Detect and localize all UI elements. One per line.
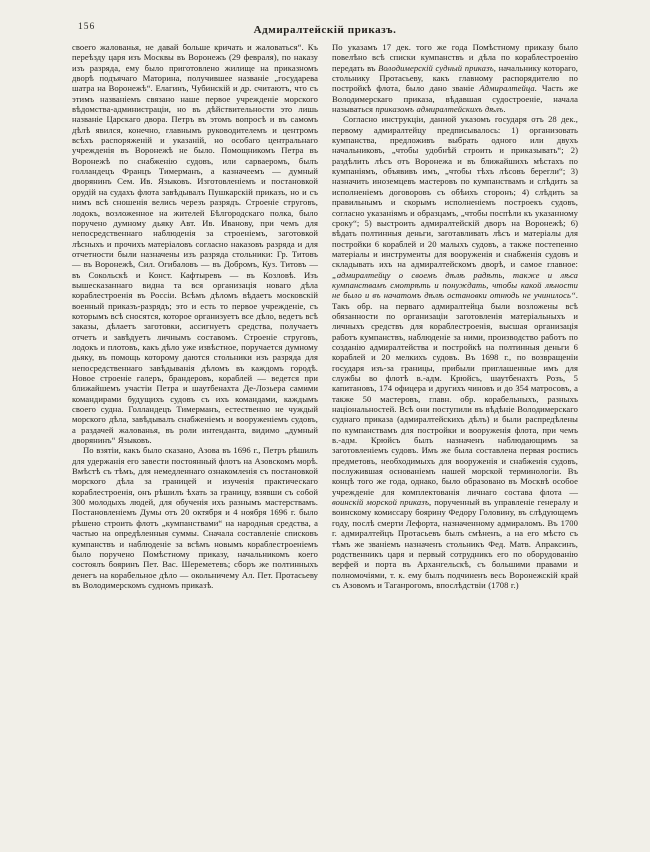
paragraph: По взятіи, какъ было сказано, Азова въ 1696 г., Петръ рѣшилъ для удержанія его завести постоянный флотъ на Азовскомъ морѣ. Вмѣстѣ съ тѣмъ, для немедленнаго ознакомленія съ постановкой морского дѣла за границей и изученія практическаго кораблестроенія, онъ рѣшилъ ѣхать за границу, взявши съ собой 300 молодыхъ людей, для обученія ихъ разнымъ мастерствамъ. Постановленіемъ Думы отъ 20 октября и 4 ноября 1696 г. было рѣшено строить флотъ „кумпанствами“ на народныя средства, а частью на опредѣленныя суммы. Сначала составленіе списковъ кумпанствъ и наблюденіе за всѣмъ новымъ кораблестроеніемъ было поручено Помѣстному приказу, начальникомъ коего состоялъ бояринъ Пет. Вас. Шереметевъ; сборъ же полтинныхъ денегъ на корабельное дѣло — окольничему Ал. Пет. Протасьеву въ Володимерскомъ судномъ приказѣ.	[72, 445, 318, 590]
text-column-left	[72, 42, 318, 590]
text-column-right	[332, 42, 578, 590]
page-number: 156	[78, 22, 96, 32]
page-header	[72, 20, 578, 36]
paragraph: Согласно инструкціи, данной указомъ государя отъ 28 дек., первому адмиралтейцу предписывалось: 1) организовать кумпанства, предложивъ выбрать одного или двухъ начальниковъ, „чтобы удобнѣй строить и приказывать“; 2) раздѣлить лѣсъ отъ Воронежа и въ ближайшихъ мѣстахъ по кумпаніямъ, объявивъ имъ, „чтобы тѣхъ лѣсовъ берегли“; 3) назначить иноземцевъ мастеровъ по кумпанствамъ и слѣдить за исполненіемъ договоровъ съ обѣихъ сторонъ; 4) слѣдить за правильнымъ и скорымъ исполненіемъ построекъ судовъ, согласно указаніямъ и образцамъ, „чтобы поспѣли къ указанному сроку“; 5) выстроить адмиралтейскій дворъ на Воронежѣ; 6) вѣдать полтинныя деньги, заготавливать лѣсъ и матеріалы для постройки 6 кораблей и 20 малыхъ судовъ, а также постепенно матеріалы и инструменты для вооруженія и снабженія судовъ и складывать ихъ на адмиралтейскомъ дворѣ, и самое главное: „адмиралтейцу о своемъ дѣлѣ радѣть, также и лѣса кумпанствамъ смотрѣть и понуждать, чтобы какой лѣности не было и въ начатомъ дѣлѣ остановки отнюдь не учинилось“. Такъ обр. на перваго адмиралтейца были возложены всѣ обязанности по организаціи заготовленія матеріальныхъ и личныхъ средствъ для кораблестроенія, высшая организація работъ кумпанствъ, наблюденіе за ними, производство работъ по созданію адмиралтейства и постройкѣ на полтинныя деньги 6 кораблей и 20 мелкихъ судовъ. Въ 1698 г., по возвращеніи государя изъ-за границы, прибыли приглашенные имъ для службы во флотѣ в.-адм. Крюйсъ, шаутбенахтъ Розъ, 5 капитановъ, 174 офицера и другихъ чиновъ и до 354 матросовъ, а также 50 мастеровъ, главн. обр. корабельныхъ, разныхъ національностей. Всѣ они поступили въ вѣдѣніе Володимерскаго суднаго приказа (адмиралтейскихъ дѣлъ) и были распредѣлены по кумпанствамъ для постройки и вооруженія флота, при чемъ в.-адм. Крюйсъ былъ назначенъ наблюдающимъ за заготовленіемъ судовъ. Имъ же была составлена первая роспись предметовъ, необходимыхъ для вооруженія и снабженія судовъ, послужившая основаніемъ нашей морской терминологіи. Въ концѣ того же года, однако, было образовано въ Москвѣ особое учрежденіе для комплектованія личнаго состава флота — воинскій морской приказъ, порученный въ управленіе генералу и воинскому комиссару боярину Федору Головину, въ слѣдующемъ году, послѣ смерти Лефорта, назначенному адмираломъ. Въ 1700 г. адмиралтейцъ Протасьевъ былъ смѣненъ, а на его мѣсто съ тѣмъ же званіемъ назначенъ стольникъ Фед. Матв. Апраксинъ, родственникъ царя и первый сотрудникъ его по оборудованію верфей и порта въ Архангельскѣ, съ большими правами и полномочіями, т. к. ему былъ подчиненъ весь Воронежскій край съ Азовомъ и Таганрогомъ, впослѣдствіи (1708 г.)	[332, 114, 578, 590]
text-columns	[72, 42, 578, 590]
paragraph: По указамъ 17 дек. того же года Помѣстному приказу было повелѣно всѣ списки кумпанствъ и дѣла по кораблестроенію передать въ Володимерскій судный приказъ, начальнику котораго, стольнику Протасьеву, какъ главному распорядителю по постройкѣ флота, было дано званіе Адмиралтейца. Часть же Володимерскаго приказа, вѣдавшая судостроеніе, начала называться приказомъ адмиралтейскихъ дѣлъ.	[332, 42, 578, 115]
paragraph: своего жалованья, не давай больше кричать и жаловаться“. Къ переѣзду царя изъ Москвы въ Воронежъ (29 февраля), по наказу изъ разряда, ему было приготовлено жилище на приказномъ дворѣ подъячаго Маторина, получившее названіе „государева шатра на Воронежѣ“. Елагинъ, Чубинскій и др. считаютъ, что съ этимъ названіемъ связано наше первое учрежденіе морского вѣдомства-администраціи, но въ дѣйствительности это лишь названіе Царскаго двора. Петръ въ этомъ вопросѣ и въ самомъ дѣлѣ явился, конечно, главнымъ руководителемъ и центромъ всѣхъ распоряженій и указаній, но особаго центральнаго учрежденія въ Воронежѣ не было. Помощникомъ Петра въ Воронежѣ по снабженію судовъ, или сарваеромъ, былъ голландецъ Францъ Тимерманъ, а казначеемъ — думный дворянинъ Сем. Ив. Языковъ. Изготовленіемъ и постановкой орудій на судахъ флота завѣдывалъ Пушкарскій приказъ, но и съ нимъ всѣ сношенія велись черезъ разрядъ. Строеніе струговъ, лодокъ, возложенное на жителей Бѣлгородскаго полка, было поручено думному дьяку Авт. Ив. Иванову, при чемъ для непосредственнаго наблюденія за строеніемъ, заготовкой лѣсныхъ и прочихъ матеріаловъ согласно наказовъ разряда и для отчетности были назначены изъ разряда стольники: Гр. Титовъ — въ Воронежѣ, Сил. Огибаловъ — въ Добромъ, Куз. Титовъ — въ Сокольскѣ и Конст. Кафтыревъ — въ Козловѣ. Изъ вышесказаннаго видна та вся организація новаго дѣла кораблестроенія въ Россіи. Всѣмъ дѣломъ вѣдаетъ московскій военный приказъ-разрядъ; это и есть то первое учрежденіе, съ которымъ всѣ сносятся, которое организуетъ все дѣло, ведетъ всѣ заказы, дѣлаетъ заготовки, ассигнуетъ средства, получаетъ отчетъ и завѣдуетъ личнымъ составомъ. Строеніе струговъ, лодокъ и плотовъ, какъ дѣло уже извѣстное, поручается думному дьяку, въ помощь которому даются стольники изъ разряда для непосредственнаго завѣдыванія дѣломъ въ каждомъ городѣ. Новое строеніе галеръ, брандеровъ, кораблей — ведется при ближайшемъ участіи Петра и шаутбенахта Де-Лозьера самими командирами будущихъ судовъ съ ихъ командами, каждымъ своего судна. Голландецъ Тимерманъ, естественно не чуждый морского дѣла, завѣдывалъ снабженіемъ и вооруженіемъ судовъ, а раздачей жалованья, въ роли интенданта, видимо „думный дворянинъ“ Языковъ.	[72, 42, 318, 446]
page-header-title: Адмиралтейскій приказъ.	[253, 24, 397, 36]
